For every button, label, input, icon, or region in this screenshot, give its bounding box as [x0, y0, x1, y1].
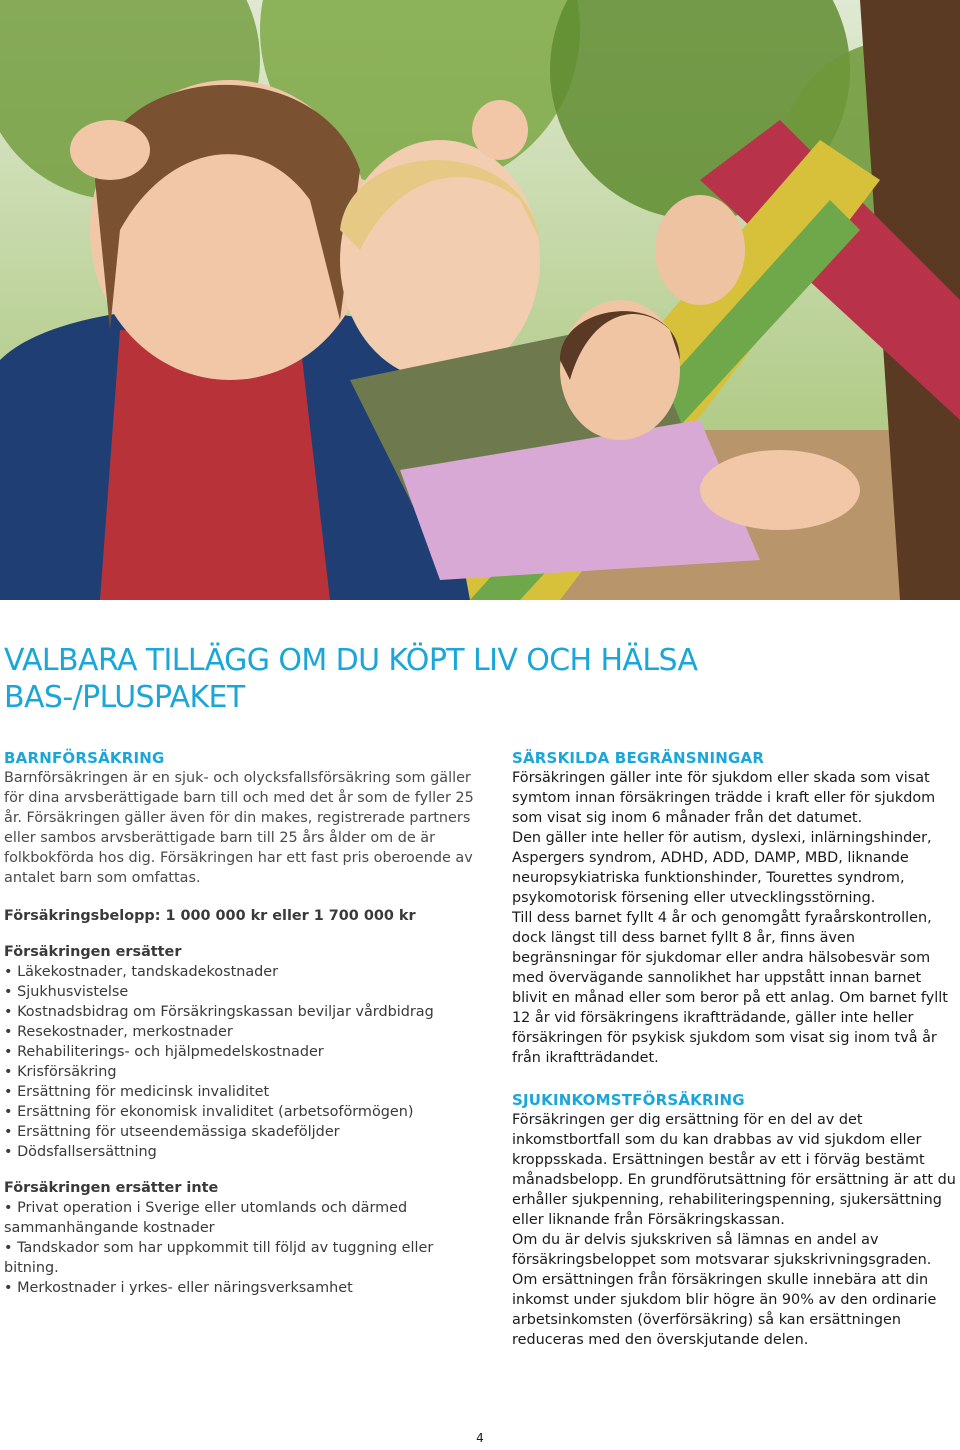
- income-insurance-paragraph-3: Om ersättningen från försäkringen skulle innebära att din inkomst under sjukdom blir högre än 90% av den ordinarie arbetsinkomsten (överförsäkring) så kan ersättningen reduceras med den överskjutande delen.: [512, 1272, 937, 1348]
- page-title-line1: VALBARA TILLÄGG OM DU KÖPT LIV OCH HÄLSA: [4, 643, 698, 678]
- hero-photo: [0, 0, 960, 600]
- list-item: • Dödsfallsersättning: [4, 1142, 474, 1162]
- list-item: • Merkostnader i yrkes- eller näringsverksamhet: [4, 1278, 474, 1298]
- income-insurance-heading: SJUKINKOMSTFÖRSÄKRING: [512, 1091, 745, 1109]
- list-item: • Ersättning för ekonomisk invaliditet (arbetsoförmögen): [4, 1102, 474, 1122]
- list-item: • Resekostnader, merkostnader: [4, 1022, 474, 1042]
- list-item: • Rehabiliterings- och hjälpmedelskostnader: [4, 1042, 474, 1062]
- list-item: • Privat operation i Sverige eller utomlands och därmed sammanhängande kostnader: [4, 1198, 474, 1238]
- page-title: [4, 642, 697, 716]
- list-item: • Ersättning för medicinsk invaliditet: [4, 1082, 474, 1102]
- children-on-slide-image: [0, 0, 960, 600]
- right-column: [512, 748, 960, 1350]
- list-item: • Sjukhusvistelse: [4, 982, 474, 1002]
- special-limits-paragraph-1: Försäkringen gäller inte för sjukdom eller skada som visat symtom innan försäkringen trädde i kraft eller för sjukdom som visat sig inom 6 månader från det datumet.: [512, 770, 936, 826]
- child-insurance-heading: BARNFÖRSÄKRING: [4, 749, 165, 767]
- page-number: 4: [476, 1431, 484, 1445]
- list-item: • Kostnadsbidrag om Försäkringskassan beviljar vårdbidrag: [4, 1002, 474, 1022]
- covers-list: [4, 962, 474, 1162]
- list-item: • Ersättning för utseendemässiga skadeföljder: [4, 1122, 474, 1142]
- special-limits-heading: SÄRSKILDA BEGRÄNSNINGAR: [512, 749, 765, 767]
- list-item: • Läkekostnader, tandskadekostnader: [4, 962, 474, 982]
- list-item: • Tandskador som har uppkommit till följd av tuggning eller bitning.: [4, 1238, 474, 1278]
- excludes-heading: Försäkringen ersätter inte: [4, 1180, 219, 1196]
- insurance-amount: Försäkringsbelopp: 1 000 000 kr eller 1 700 000 kr: [4, 908, 416, 924]
- page-title-line2: BAS-/PLUSPAKET: [4, 680, 245, 715]
- covers-heading: Försäkringen ersätter: [4, 944, 182, 960]
- special-limits-paragraph-2: Den gäller inte heller för autism, dyslexi, inlärningshinder, Aspergers syndrom, ADHD, ADD, DAMP, MBD, liknande neuropsykiatriska funktionshinder, Tourettes syndrom, psykomotorisk försening eller utvecklingsstörning.: [512, 830, 932, 906]
- left-column: [4, 748, 474, 1298]
- income-insurance-paragraph-1: Försäkringen ger dig ersättning för en del av det inkomstbortfall som du kan drabbas av vid sjukdom eller kroppsskada. Ersättningen består av ett i förväg bestämt månadsbelopp. En grundförutsättning för ersättning är att du erhåller sjukpenning, rehabiliteringspenning, sjukersättning eller liknande från Försäkringskassan.: [512, 1112, 956, 1228]
- excludes-list: [4, 1198, 474, 1298]
- list-item: • Krisförsäkring: [4, 1062, 474, 1082]
- child-insurance-intro: Barnförsäkringen är en sjuk- och olycksfallsförsäkring som gäller för dina arvsberättigade barn till och med det år som de fyller 25 år. Försäkringen gäller även för din makes, registrerade partners eller sambos arvsberättigade barn till 25 års ålder om de är folkbokförda hos dig. Försäkringen har ett fast pris oberoende av antalet barn som omfattas.: [4, 770, 474, 886]
- special-limits-paragraph-3: Till dess barnet fyllt 4 år och genomgått fyraårskontrollen, dock längst till dess barnet fyllt 8 år, finns även begränsningar för sjukdomar eller andra hälsobesvär som med övervägande sannolikhet har uppstått innan barnet blivit en månad eller som beror på ett anlag. Om barnet fyllt 12 år vid försäkringens ikraftträdande, gäller inte heller försäkringen för psykisk sjukdom som visat sig inom två år från ikraftträdandet.: [512, 910, 948, 1066]
- income-insurance-paragraph-2: Om du är delvis sjukskriven så lämnas en andel av försäkringsbeloppet som motsvarar sjukskrivningsgraden.: [512, 1232, 932, 1268]
